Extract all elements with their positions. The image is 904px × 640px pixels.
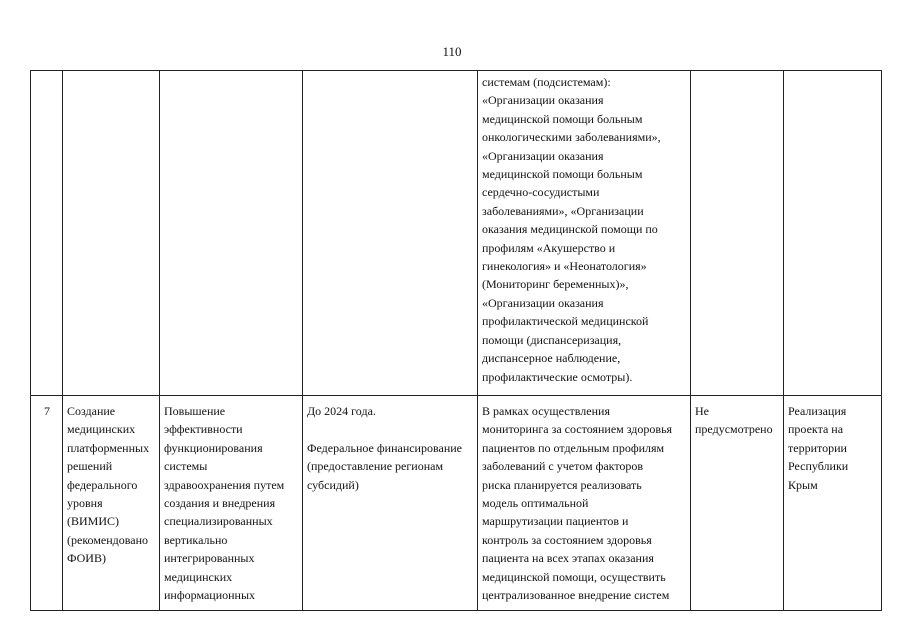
cell-deadline-funding (303, 71, 478, 396)
text-line: медицинской помощи, осуществить (482, 569, 666, 584)
text-line: заболеваний с учетом факторов (482, 459, 644, 474)
text-line: медицинских (164, 569, 233, 584)
table-row-continuation (31, 71, 882, 396)
text-line: мониторинга за состоянием здоровья (482, 422, 673, 437)
cell-deadline-funding (303, 396, 478, 611)
cell-effects (478, 396, 691, 611)
text-line: системам (подсистемам): (482, 75, 611, 89)
text-line: помощи (диспансеризация, (482, 332, 622, 347)
cell-status (784, 396, 882, 611)
cell-goal (160, 71, 303, 396)
text-line: «Организации оказания (482, 148, 604, 163)
text-line: (рекомендовано (67, 532, 149, 547)
text-line: онкологическими заболеваниями», (482, 130, 661, 145)
text-line: территории (788, 440, 847, 455)
text-line: гинекология» и «Неонатология» (482, 259, 647, 274)
text-line: профилактической медицинской (482, 314, 649, 329)
text-line: профилям «Акушерство и (482, 240, 616, 255)
paragraph-gap (307, 420, 474, 438)
text-line: решений (67, 459, 113, 474)
text-line: Республики (788, 459, 849, 474)
text-line: (предоставление регионам (307, 459, 444, 474)
text-line: заболеваниями», «Организации (482, 203, 644, 218)
text-line: пациента на всех этапах оказания (482, 551, 654, 566)
cell-name (63, 396, 160, 611)
text-line: медицинских (67, 422, 136, 437)
text-line: профилактические осмотры). (482, 369, 633, 384)
cell-legal (691, 71, 784, 396)
cell-number (31, 396, 63, 611)
text-line: проекта на (788, 422, 844, 437)
cell-goal (160, 396, 303, 611)
text-line: ФОИВ) (67, 551, 106, 566)
table-row-7 (31, 396, 882, 611)
text-line: Федеральное финансирование (307, 440, 462, 455)
cell-status (784, 71, 882, 396)
cell-legal (691, 396, 784, 611)
text-line: предусмотрено (695, 422, 773, 437)
text-line: функционирования (164, 440, 263, 455)
text-line: медицинской помощи больным (482, 167, 643, 182)
text-line: создания и внедрения (164, 496, 276, 511)
text-line: интегрированных (164, 551, 255, 566)
text-line: (Мониторинг беременных)», (482, 277, 629, 292)
text-line: платформенных (67, 440, 150, 455)
text-line: маршрутизации пациентов и (482, 514, 629, 529)
text-line: «Организации оказания (482, 93, 604, 108)
cell-name (63, 71, 160, 396)
text-line: В рамках осуществления (482, 404, 610, 418)
text-line: медицинской помощи больным (482, 111, 643, 126)
measures-table (30, 70, 882, 611)
text-line: оказания медицинской помощи по (482, 222, 658, 237)
text-line: эффективности (164, 422, 243, 437)
text-line: специализированных (164, 514, 273, 529)
text-line: здравоохранения путем (164, 477, 285, 492)
text-line: сердечно-сосудистыми (482, 185, 600, 200)
cell-effects (478, 71, 691, 396)
text-line: информационных (164, 588, 256, 603)
deadline-text: До 2024 года. (307, 404, 376, 418)
text-line: риска планируется реализовать (482, 477, 642, 492)
text-line: Создание (67, 404, 116, 418)
text-line: централизованное внедрение систем (482, 588, 670, 603)
text-line: вертикально (164, 532, 228, 547)
page-number: 110 (442, 44, 462, 59)
text-line: Реализация (788, 404, 847, 418)
text-line: системы (164, 459, 208, 474)
row-number: 7 (44, 404, 50, 418)
text-line: пациентов по отдельным профилям (482, 440, 665, 455)
text-line: субсидий) (307, 477, 359, 492)
text-line: диспансерное наблюдение, (482, 351, 621, 366)
text-line: (ВИМИС) (67, 514, 120, 529)
text-line: уровня (67, 496, 103, 511)
text-line: Не (695, 404, 709, 418)
cell-number (31, 71, 63, 396)
text-line: «Организации оказания (482, 295, 604, 310)
text-line: федерального (67, 477, 138, 492)
text-line: контроль за состоянием здоровья (482, 532, 652, 547)
text-line: Повышение (164, 404, 226, 418)
text-line: модель оптимальной (482, 496, 589, 511)
text-line: Крым (788, 477, 818, 492)
